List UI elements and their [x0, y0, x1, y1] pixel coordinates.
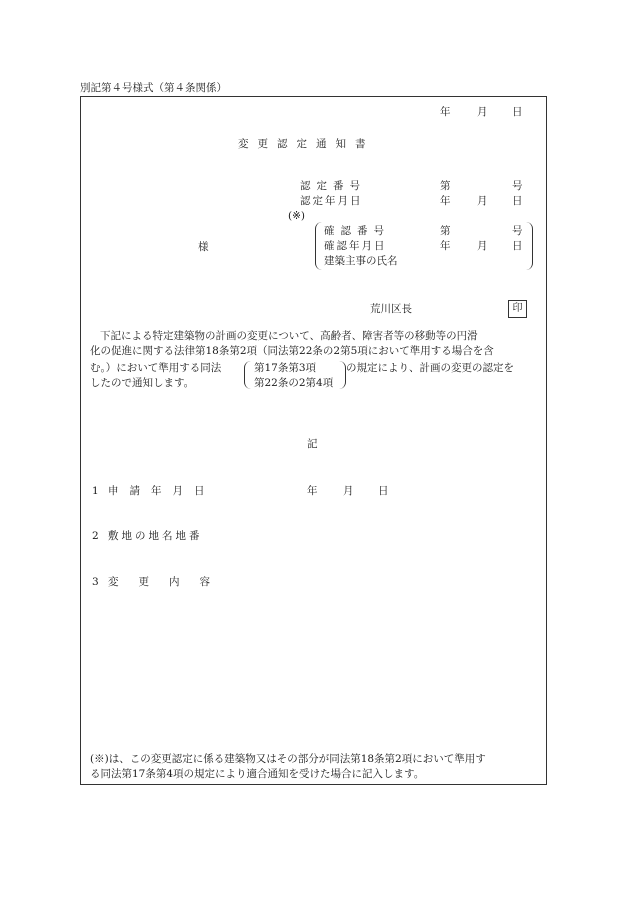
- item-3-label: 変更内容: [108, 576, 230, 588]
- header-year: 年: [440, 106, 451, 118]
- item-3-number: 3: [92, 576, 99, 588]
- item-1-day: 日: [378, 485, 389, 497]
- item-1-year: 年: [307, 485, 318, 497]
- confirm-date-day: 日: [512, 240, 523, 252]
- cert-date-year: 年: [440, 195, 451, 207]
- item-1-number: 1: [92, 485, 99, 497]
- record-heading: 記: [307, 438, 318, 450]
- issuer-name: 荒川区長: [370, 303, 412, 315]
- confirm-number-suffix: 号: [512, 225, 523, 237]
- cert-number-suffix: 号: [512, 180, 523, 192]
- item-2-label: 敷地の地名地番: [108, 530, 203, 542]
- building-official-label: 建築主事の氏名: [324, 255, 398, 267]
- addressee-suffix: 様: [198, 241, 209, 253]
- body-line-4: したので通知します。: [90, 377, 195, 389]
- confirm-number-label: 確認番号: [324, 225, 390, 237]
- law-option-1: 第17条第3項: [254, 362, 317, 374]
- cert-number-prefix: 第: [440, 180, 451, 192]
- item-1-label: 申請年月日: [108, 485, 216, 497]
- confirm-number-prefix: 第: [440, 225, 451, 237]
- seal-mark: 印: [508, 300, 527, 318]
- footnote-line-1: (※)は、この変更認定に係る建築物又はその部分が同法第18条第2項において準用す: [90, 753, 486, 765]
- document-title: 変更認定通知書: [238, 138, 375, 150]
- cert-date-month: 月: [477, 195, 488, 207]
- header-day: 日: [512, 106, 523, 118]
- confirm-date-month: 月: [477, 240, 488, 252]
- form-label: 別記第４号様式（第４条関係）: [80, 82, 227, 94]
- law-option-2: 第22条の2第4項: [254, 377, 334, 389]
- note-mark: (※): [288, 210, 305, 222]
- confirm-date-year: 年: [440, 240, 451, 252]
- body-line-3-end: の規定により、計画の変更の認定を: [346, 362, 514, 374]
- cert-number-label: 認定番号: [300, 180, 366, 192]
- body-line-2: 化の促進に関する法律第18条第2項（同法第22条の2第5項において準用する場合を含: [90, 345, 494, 357]
- item-1-month: 月: [343, 485, 354, 497]
- cert-date-day: 日: [512, 195, 523, 207]
- header-month: 月: [477, 106, 488, 118]
- body-line-3-start: む。）において準用する同法: [90, 362, 222, 374]
- body-line-1: 下記による特定建築物の計画の変更について、高齢者、障害者等の移動等の円滑: [100, 330, 478, 342]
- footnote-line-2: る同法第17条第4項の規定により適合通知を受けた場合に記入します。: [90, 768, 425, 780]
- item-2-number: 2: [92, 530, 99, 542]
- confirm-date-label: 確認年月日: [324, 240, 387, 252]
- cert-date-label: 認定年月日: [300, 195, 363, 207]
